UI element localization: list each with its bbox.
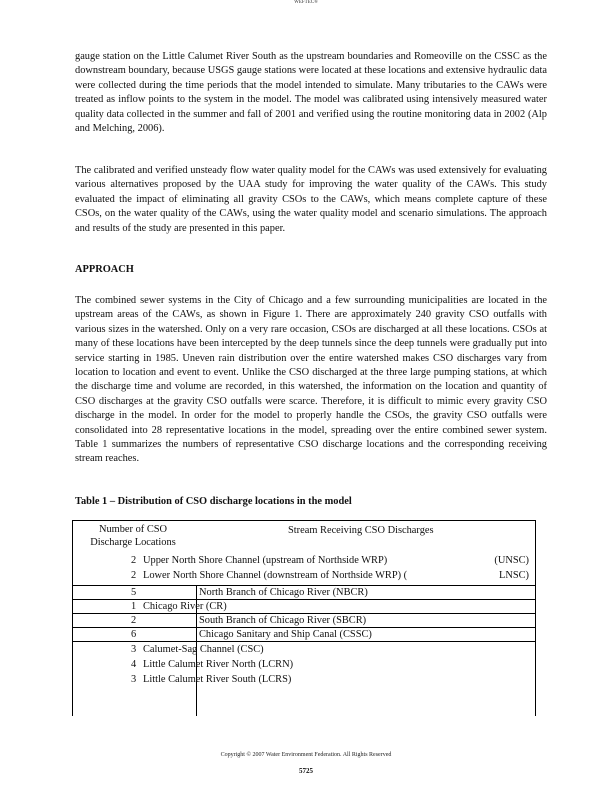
table-row-unsc-count: 2 [131,555,137,566]
table-row-cssc-receiving: Chicago Sanitary and Ship Canal (CSSC) [199,629,372,640]
table-header-receiving: Stream Receiving CSO Discharges [288,525,434,536]
table-row-sbcr-receiving: South Branch of Chicago River (SBCR) [199,615,367,626]
table-row-csc-count: 3 [131,644,137,655]
page-header: WEFTEC® [294,0,318,5]
paragraph-model-boundaries: gauge station on the Little Calumet River South as the upstream boundaries and Romeoville on the CSSC as the downstream boundary, because USGS gauge stations were located at these locations and extensive hydraulic data were collected during the time periods that the model intended to simulate. Many tributaries to the CAWs were treated as inflow points to the system in the model. The model was calibrated using intensively measured water quality data collected in the summer and fall of 2001 and verified using the routine monitoring data in 2002 (Alp and Melching, 2006). [75,51,547,135]
table-row-nbcr-receiving: North Branch of Chicago River (NBCR) [199,587,368,598]
table-row-lcrs-count: 3 [131,674,137,685]
table-header-count: Number of CSO Discharge Locations [90,524,176,548]
table-row-sbcr-count: 2 [131,615,137,626]
section-heading-approach: APPROACH [75,264,134,275]
table-row-unsc-receiving: Upper North Shore Channel (upstream of Northside WRP) [143,555,388,566]
cso-distribution-table [72,520,536,716]
table-row-lnsc-abbr: LNSC) [498,570,529,581]
table-row-cssc-count: 6 [131,629,137,640]
page-number: 5725 [299,767,313,775]
table-row-cr-count: 1 [131,601,137,612]
paragraph-model-evaluation: The calibrated and verified unsteady flow water quality model for the CAWs was used extensively for evaluating various alternatives proposed by the UAA study for improving the water quality of the CAWs. This study evaluated the impact of eliminating all gravity CSOs to the CAWs, which means complete capture of these CSOs, on the water quality of the CAWs, using the water quality model and scenario simulations. The approach and results of the study are presented in this paper. [75,165,547,234]
table-row-lcrn-receiving: Little Calumet River North (LCRN) [143,659,294,670]
table-row-nbcr-count: 5 [131,587,137,598]
table-row-lnsc-count: 2 [131,570,137,581]
table-row-lnsc-receiving: Lower North Shore Channel (downstream of Northside WRP) ( [143,570,408,581]
table-row-unsc-abbr: (UNSC) [494,555,529,566]
table-row-cr-receiving: Chicago River (CR) [143,601,227,612]
table-row-lcrn-count: 4 [131,659,137,670]
copyright-footer: Copyright © 2007 Water Environment Federation. All Rights Reserved [220,752,392,758]
table-row-lcrs-receiving: Little Calumet River South (LCRS) [143,674,292,685]
table-row-divider [73,641,535,642]
paragraph-approach: The combined sewer systems in the City of Chicago and a few surrounding municipalities are located in the upstream areas of the CAWs, as shown in Figure 1. There are approximately 240 gravity CSO outfalls with various sizes in the watershed. Only on a very rare occasion, CSOs are discharged at all these locations. CSOs at many of these locations have been intercepted by the deep tunnels since the deep tunnels were gradually put into service starting in 1985. Uneven rain distribution over the entire watershed makes CSO discharges vary from location to location and event to event. Unlike the CSO discharged at the three large pumping stations, at which the discharge time and volume are recorded, in this watershed, the information on the location and quantity of CSO discharges at the gravity CSO outfalls were scarce. Therefore, it is difficult to mimic every gravity CSO discharge in the model. In order for the model to properly handle the CSOs, the gravity CSO outfalls were consolidated into 28 representative locations in the model, spreading over the entire combined sewer system. Table 1 summarizes the numbers of representative CSO discharge locations and the corresponding receiving stream reaches. [75,295,547,465]
table-caption: Table 1 – Distribution of CSO discharge locations in the model [75,496,352,507]
table-row-csc-receiving: Calumet-Sag Channel (CSC) [143,644,264,655]
